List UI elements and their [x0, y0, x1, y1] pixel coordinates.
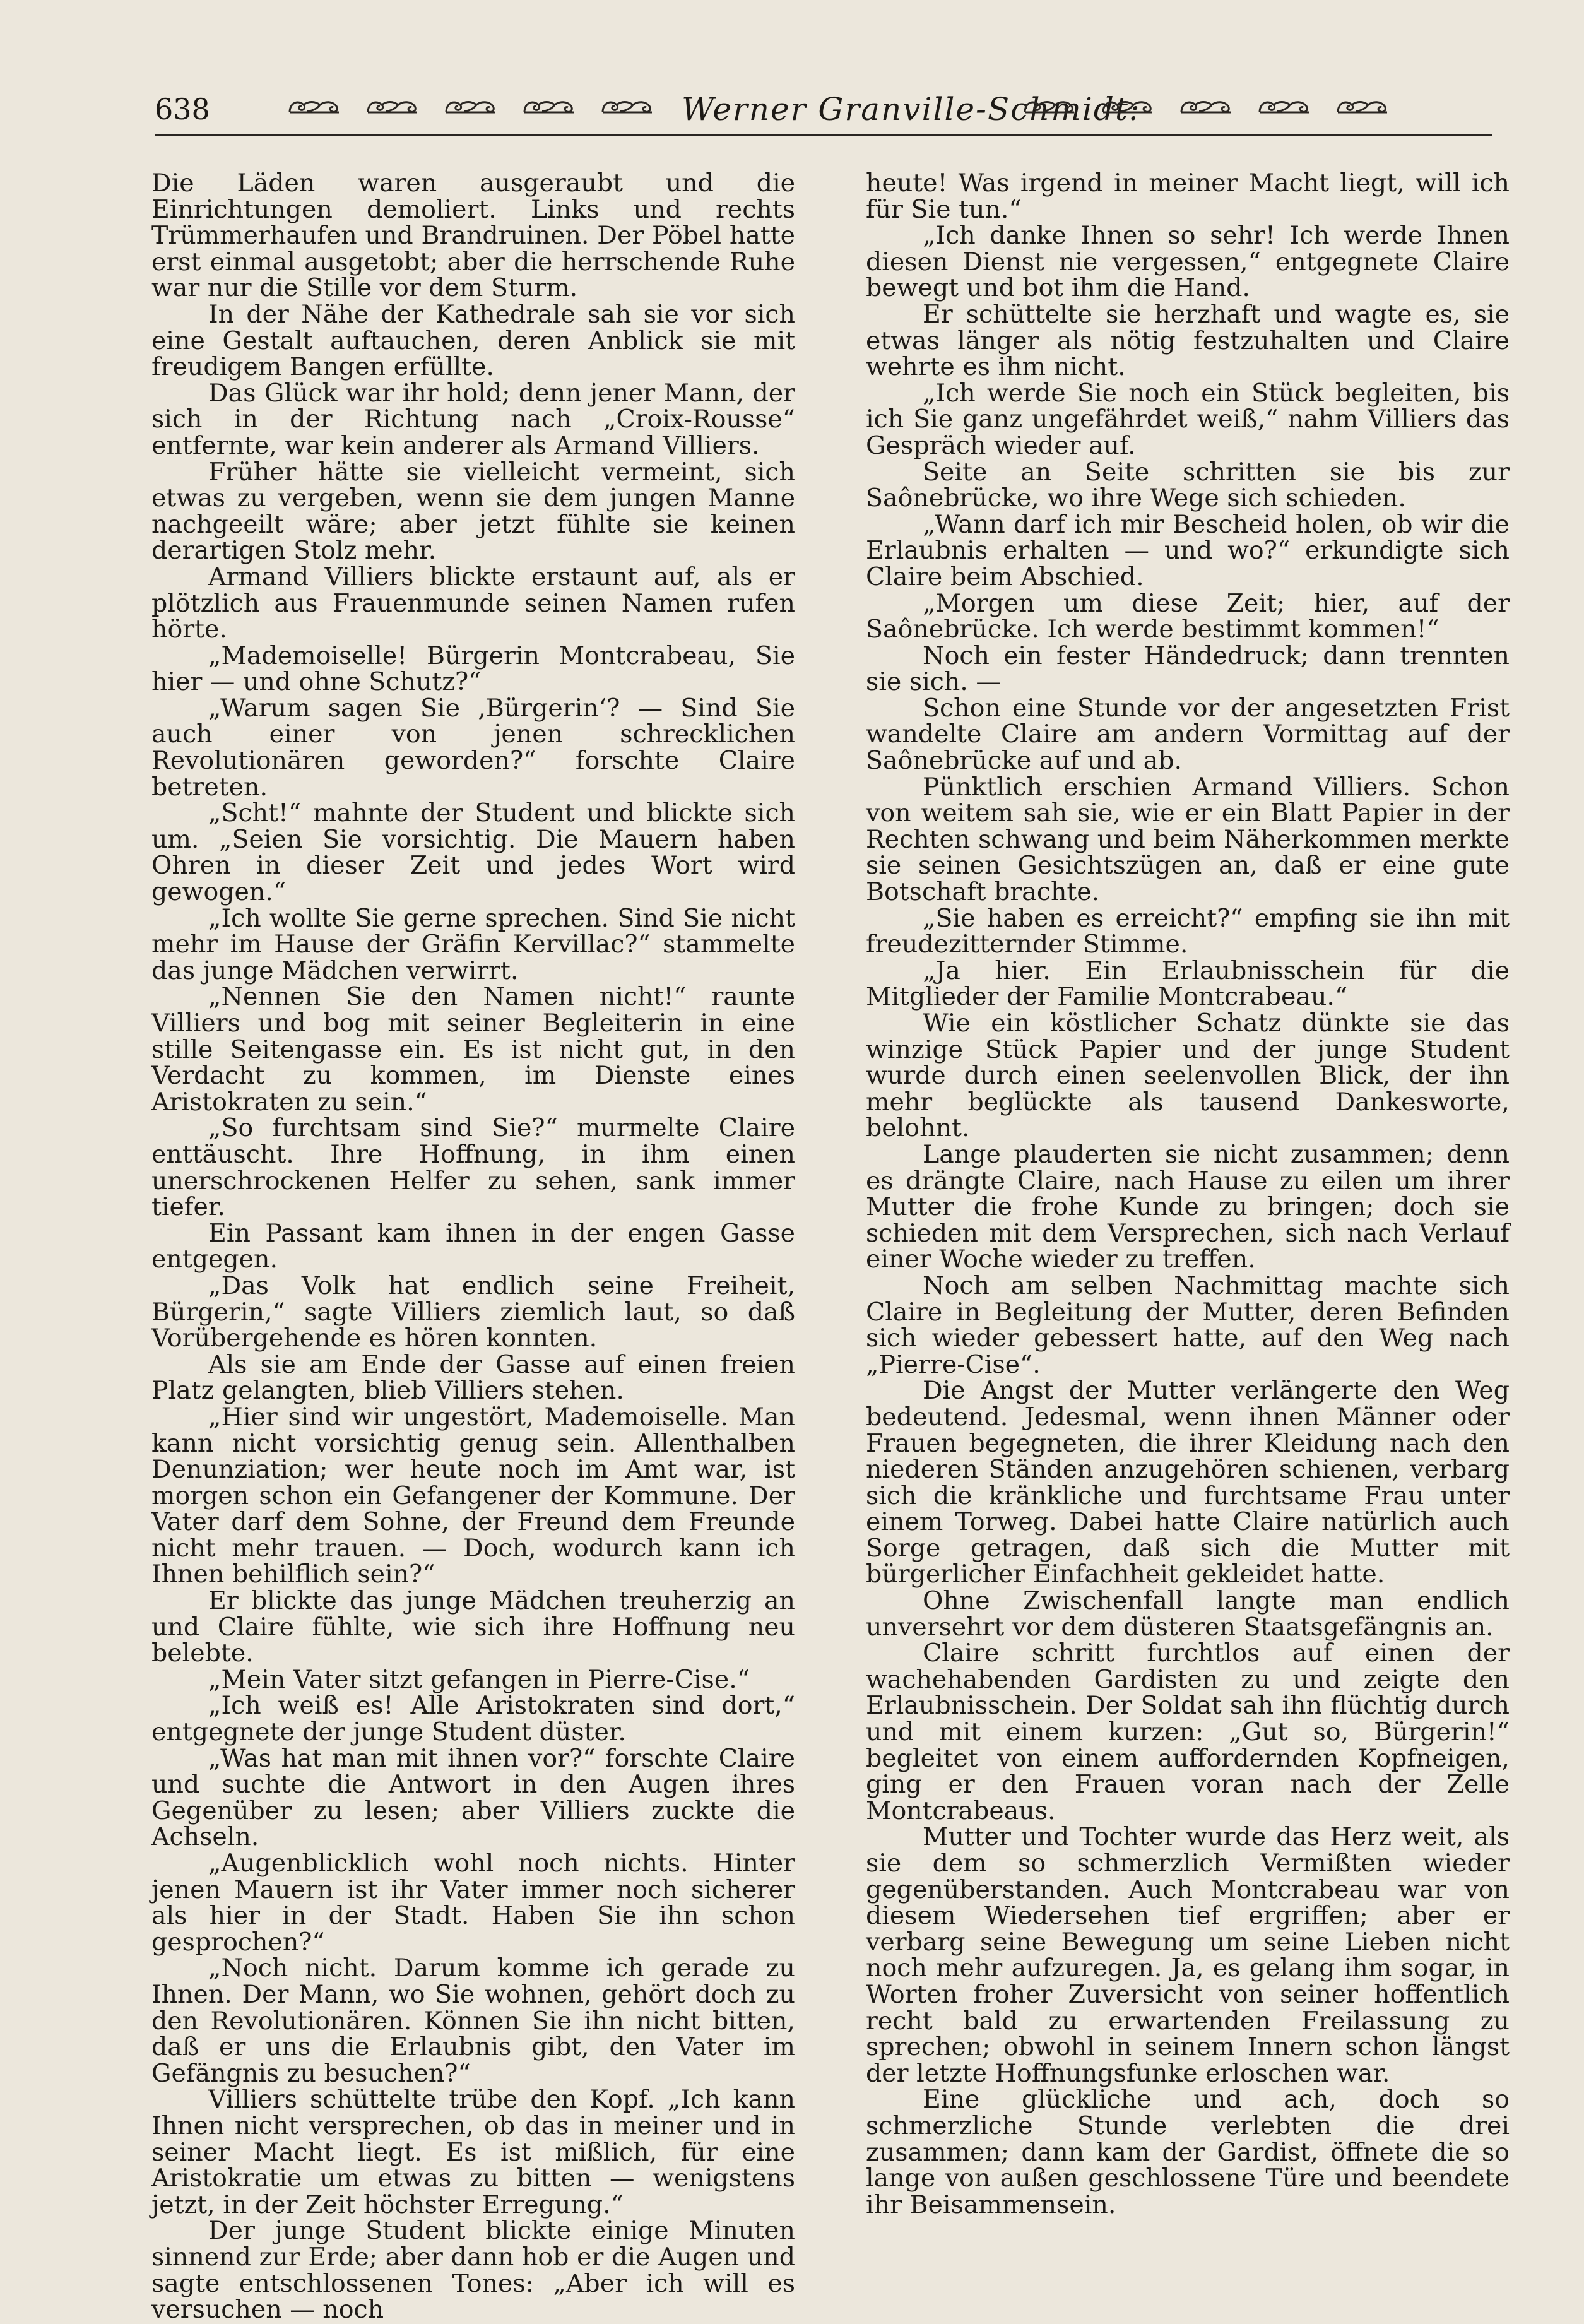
paragraph: „Noch nicht. Darum komme ich gerade zu Ihnen. Der Mann, wo Sie wohnen, gehört doch zu den Revolutionären. Können Sie ihn nicht bitten, daß er uns die Erlaubnis gibt, den Vater im Gefängnis zu besuchen?“ — [151, 1953, 795, 2088]
running-header — [155, 87, 1492, 131]
paragraph: „So furchtsam sind Sie?“ murmelte Claire enttäuscht. Ihre Hoffnung, in ihm einen unerschrockenen Helfer zu sehen, sank immer tiefer. — [151, 1113, 795, 1222]
running-title: Werner Granville-Schmidt: — [682, 91, 1141, 127]
paragraph: Armand Villiers blickte erstaunt auf, als er plötzlich aus Frauenmunde seinen Namen rufen hörte. — [151, 562, 795, 644]
scroll-ornament-icon — [1257, 96, 1311, 117]
paragraph: Die Angst der Mutter verlängerte den Weg bedeutend. Jedesmal, wenn ihnen Männer oder Frauen begegneten, die ihrer Kleidung nach den niederen Ständen anzugehören schienen, verbarg sich die kränkliche und furchtsame Frau unter einem Torweg. Dabei hatte Claire natürlich auch Sorge getragen, daß sich die Mutter mit bürgerlicher Einfachheit gekleidet hatte. — [866, 1376, 1510, 1589]
scroll-ornament-icon — [287, 96, 341, 117]
page-number: 638 — [155, 92, 210, 126]
paragraph: „Wann darf ich mir Bescheid holen, ob wir die Erlaubnis erhalten — und wo?“ erkundigte sich Claire beim Abschied. — [866, 509, 1510, 591]
paragraph: Die Läden waren ausgeraubt und die Einrichtungen demoliert. Links und rechts Trümmerhaufen und Brandruinen. Der Pöbel hatte erst einmal ausgetobt; aber die herrschende Ruhe war nur die Stille vor dem Sturm. — [151, 169, 795, 303]
scroll-ornament-icon — [1101, 96, 1155, 117]
scroll-ornament-icon — [365, 96, 420, 117]
paragraph: Pünktlich erschien Armand Villiers. Schon von weitem sah sie, wie er ein Blatt Papier in der Rechten schwang und beim Näherkommen merkte sie seinen Gesichtszügen an, daß er eine gute Botschaft brachte. — [866, 772, 1510, 907]
text-column-right — [866, 170, 1510, 2218]
paragraph: Ohne Zwischenfall langte man endlich unversehrt vor dem düsteren Staatsgefängnis an. — [866, 1586, 1510, 1642]
paragraph: „Ich weiß es! Alle Aristokraten sind dort,“ entgegnete der junge Student düster. — [151, 1691, 795, 1747]
paragraph: Er schüttelte sie herzhaft und wagte es, sie etwas länger als nötig festzuhalten und Claire wehrte es ihm nicht. — [866, 299, 1510, 382]
paragraph: Als sie am Ende der Gasse auf einen freien Platz gelangten, blieb Villiers stehen. — [151, 1349, 795, 1406]
paragraph: Noch am selben Nachmittag machte sich Claire in Begleitung der Mutter, deren Befinden sich wieder gebessert hatte, auf den Weg nach „Pierre-Cise“. — [866, 1271, 1510, 1379]
ornament-row-left — [287, 96, 654, 117]
paragraph: „Ich werde Sie noch ein Stück begleiten, bis ich Sie ganz ungefährdet weiß,“ nahm Villiers das Gespräch wieder auf. — [866, 378, 1510, 460]
paragraph: Wie ein köstlicher Schatz dünkte sie das winzige Stück Papier und der junge Student wurde durch einen seelenvollen Blick, der ihn mehr beglückte als tausend Dankesworte, belohnt. — [866, 1009, 1510, 1143]
paragraph: heute! Was irgend in meiner Macht liegt, will ich für Sie tun.“ — [866, 169, 1510, 224]
paragraph: „Mein Vater sitzt gefangen in Pierre-Cise.“ — [208, 1664, 750, 1694]
ornament-row-right — [1022, 96, 1390, 117]
paragraph: „Ich wollte Sie gerne sprechen. Sind Sie nicht mehr im Hause der Gräfin Kervillac?“ stammelte das junge Mädchen verwirrt. — [151, 903, 795, 985]
scroll-ornament-icon — [444, 96, 498, 117]
paragraph: „Augenblicklich wohl noch nichts. Hinter jenen Mauern ist ihr Vater immer noch sicherer als hier in der Stadt. Haben Sie ihn schon gesprochen?“ — [151, 1849, 795, 1957]
paragraph: „Nennen Sie den Namen nicht!“ raunte Villiers und bog mit seiner Begleiterin in eine stille Seitengasse ein. Es ist nicht gut, in den Verdacht zu kommen, im Dienste eines Aristokraten zu sein.“ — [151, 982, 795, 1117]
text-column-left — [151, 170, 795, 2323]
scroll-ornament-icon — [600, 96, 654, 117]
paragraph: „Morgen um diese Zeit; hier, auf der Saônebrücke. Ich werde bestimmt kommen!“ — [866, 588, 1510, 644]
paragraph: Früher hätte sie vielleicht vermeint, sich etwas zu vergeben, wenn sie dem jungen Manne nachgeeilt wäre; aber jetzt fühlte sie keinen derartigen Stolz mehr. — [151, 457, 795, 566]
paragraph: In der Nähe der Kathedrale sah sie vor sich eine Gestalt auftauchen, deren Anblick sie mit freudigem Bangen erfüllte. — [151, 299, 795, 382]
paragraph: „Hier sind wir ungestört, Mademoiselle. Man kann nicht vorsichtig genug sein. Allenthalben Denunziation; wer heute noch im Amt war, ist morgen schon ein Gefangener der Kommune. Der Vater darf dem Sohne, der Freund dem Freunde nicht mehr trauen. — Doch, wodurch kann ich Ihnen behilflich sein?“ — [151, 1402, 795, 1589]
paragraph: „Warum sagen Sie ‚Bürgerin‘? — Sind Sie auch einer von jenen schrecklichen Revolutionären geworden?“ forschte Claire betreten. — [151, 693, 795, 802]
paragraph: Der junge Student blickte einige Minuten sinnend zur Erde; aber dann hob er die Augen und sagte entschlossenen Tones: „Aber ich will es versuchen — noch — [151, 2216, 795, 2324]
paragraph: Das Glück war ihr hold; denn jener Mann, der sich in der Richtung nach „Croix-Rousse“ entfernte, war kein anderer als Armand Villiers. — [151, 378, 795, 460]
paragraph: „Ja hier. Ein Erlaubnisschein für die Mitglieder der Familie Montcrabeau.“ — [866, 956, 1510, 1012]
paragraph: „Ich danke Ihnen so sehr! Ich werde Ihnen diesen Dienst nie vergessen,“ entgegnete Claire bewegt und bot ihm die Hand. — [866, 221, 1510, 303]
scroll-ornament-icon — [522, 96, 576, 117]
paragraph: „Mademoiselle! Bürgerin Montcrabeau, Sie hier — und ohne Schutz?“ — [151, 641, 795, 697]
paragraph: Er blickte das junge Mädchen treuherzig an und Claire fühlte, wie sich ihre Hoffnung neu belebte. — [151, 1586, 795, 1668]
paragraph: Seite an Seite schritten sie bis zur Saônebrücke, wo ihre Wege sich schieden. — [866, 457, 1510, 513]
paragraph: „Scht!“ mahnte der Student und blickte sich um. „Seien Sie vorsichtig. Die Mauern haben Ohren in dieser Zeit und jedes Wort wird gewogen.“ — [151, 798, 795, 907]
scroll-ornament-icon — [1179, 96, 1233, 117]
paragraph: Villiers schüttelte trübe den Kopf. „Ich kann Ihnen nicht versprechen, ob das in meiner und in seiner Macht liegt. Es ist mißlich, für eine Aristokratie um etwas zu bitten — wenigstens jetzt, in der Zeit höchster Erregung.“ — [151, 2085, 795, 2219]
paragraph: Ein Passant kam ihnen in der engen Gasse entgegen. — [151, 1218, 795, 1274]
paragraph: „Was hat man mit ihnen vor?“ forschte Claire und suchte die Antwort in den Augen ihres Gegenüber zu lesen; aber Villiers zuckte die Achseln. — [151, 1743, 795, 1852]
paragraph: Lange plauderten sie nicht zusammen; denn es drängte Claire, nach Hause zu eilen um ihrer Mutter die frohe Kunde zu bringen; doch sie schieden mit dem Versprechen, sich nach Verlauf einer Woche wieder zu treffen. — [866, 1139, 1510, 1274]
scroll-ornament-icon — [1022, 96, 1077, 117]
paragraph: Schon eine Stunde vor der angesetzten Frist wandelte Claire am andern Vormittag auf der Saônebrücke auf und ab. — [866, 693, 1510, 776]
paragraph: Claire schritt furchtlos auf einen der wachehabenden Gardisten zu und zeigte den Erlaubnisschein. Der Soldat sah ihn flüchtig durch und mit einem kurzen: „Gut so, Bürgerin!“ begleitet von einem auffordernden Kopfneigen, ging er den Frauen voran nach der Zelle Montcrabeaus. — [866, 1639, 1510, 1825]
paragraph: „Das Volk hat endlich seine Freiheit, Bürgerin,“ sagte Villiers ziemlich laut, so daß Vorübergehende es hören konnten. — [151, 1271, 795, 1353]
paragraph: Mutter und Tochter wurde das Herz weit, als sie dem so schmerzlich Vermißten wieder gegenüberstanden. Auch Montcrabeau war von diesem Wiedersehen tief ergriffen; aber er verbarg seine Bewegung um seine Lieben nicht noch mehr aufzuregen. Ja, es gelang ihm sogar, in Worten froher Zuversicht von seiner hoffentlich recht bald zu erwartenden Freilassung zu sprechen; obwohl in seinem Innern schon längst der letzte Hoffnungsfunke erloschen war. — [866, 1822, 1510, 2088]
header-rule — [155, 134, 1492, 136]
paragraph: Eine glückliche und ach, doch so schmerzliche Stunde verlebten die drei zusammen; dann kam der Gardist, öffnete die so lange von außen geschlossene Türe und beendete ihr Beisammensein. — [866, 2085, 1510, 2219]
paragraph: „Sie haben es erreicht?“ empfing sie ihn mit freudezitternder Stimme. — [866, 903, 1510, 959]
scroll-ornament-icon — [1335, 96, 1390, 117]
paragraph: Noch ein fester Händedruck; dann trennten sie sich. — — [866, 641, 1510, 697]
